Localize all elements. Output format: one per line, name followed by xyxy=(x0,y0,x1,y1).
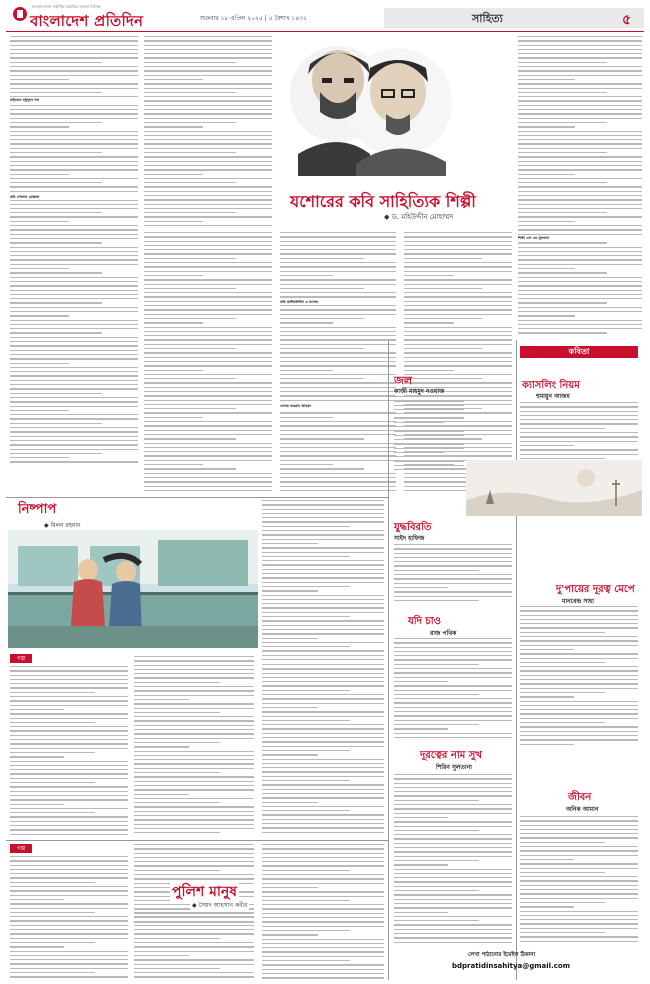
poem-column-divider-2 xyxy=(388,340,389,980)
police-text-col-3 xyxy=(134,912,254,980)
lead-text-col-6 xyxy=(518,36,642,336)
nishpap-author: ◆ মিলন রহমান xyxy=(44,522,81,529)
date-line: শুক্রবার ১৮ এপ্রিল ২০২৫ | ৫ বৈশাখ ১৪৩২ xyxy=(200,15,308,22)
poem-durotter-body xyxy=(394,774,512,944)
logo-text[interactable]: বাংলাদেশ প্রতিদিন xyxy=(30,12,144,30)
nishpap-text-col-2 xyxy=(134,656,254,836)
nishpap-title: নিষ্পাপ xyxy=(18,502,57,517)
lead-author: ◆ ড. মহিউদ্দীন মোহাম্মদ xyxy=(384,213,454,221)
nishpap-badge-text: গল্প xyxy=(16,655,26,662)
kobita-label-text: কবিতা xyxy=(568,347,590,356)
masthead-tagline: বাংলাদেশের সর্বাধিক প্রচারিত বাংলা দৈনিক xyxy=(32,4,101,9)
section-title: সাহিত্য xyxy=(472,12,503,25)
submit-email[interactable]: bdpratidinsahitya@gmail.com xyxy=(452,962,570,970)
poem-title-dupayer: যদি চাও xyxy=(408,616,442,627)
poem-title-jibon: জীবন xyxy=(568,792,592,803)
police-text-col-1 xyxy=(10,856,128,980)
poem-juddhobiroti-body xyxy=(394,544,512,604)
section-rule-mid xyxy=(6,497,388,498)
poem-jibon-body xyxy=(520,816,638,946)
kobita-label xyxy=(520,346,638,358)
lead-illustration xyxy=(286,34,454,176)
police-badge xyxy=(10,844,32,853)
lead-text-col-3 xyxy=(144,232,272,494)
poem-title-durotter: দূরত্বের নাম সুখ xyxy=(420,750,482,761)
poem-dupayer-body xyxy=(394,638,512,742)
section-banner xyxy=(384,8,644,28)
poem-author-durotter: শিরিন সুলতানা xyxy=(436,764,472,771)
nishpap-illustration xyxy=(8,530,258,648)
poem-jodi-chao-body xyxy=(520,606,638,746)
lead-subhead-5: শিল্পী এস এম সুলতান xyxy=(518,236,642,241)
poem-title-juddhobiroti: যুদ্ধবিরতি xyxy=(394,522,432,533)
police-text-col-4 xyxy=(262,844,384,980)
police-author: ◆ সৈয়দ আহসান কবীর xyxy=(192,902,248,909)
submit-line: লেখা পাঠানোর ইমেইল ঠিকানা xyxy=(468,952,536,958)
poem-title-jol: জল xyxy=(394,374,413,387)
poem-jol-body xyxy=(394,396,464,476)
poem-author-jodi-chao: মানবেন্দ্র সাহা xyxy=(562,598,594,605)
nishpap-text-col-3 xyxy=(262,664,384,836)
poem-title-casling: ক্যাসলিং নিয়ম xyxy=(522,380,580,391)
lead-title: যশোরের কবি সাহিত্যিক শিল্পী xyxy=(290,192,476,211)
police-badge-text: গল্প xyxy=(16,845,26,852)
nishpap-text-col-1 xyxy=(10,666,128,836)
poem-sketch xyxy=(466,460,642,516)
poem-author-juddhobiroti: সাইদ হাফিজ xyxy=(394,535,425,542)
lead-text-col-4 xyxy=(280,232,396,494)
logo-mark-icon xyxy=(12,6,28,22)
lead-subhead-4: লেখক ফররুখ আহমদ xyxy=(280,404,396,409)
poem-author-dupayer: রাজ পথিক xyxy=(430,630,457,637)
lead-subhead-1: মাইকেল মধুসূদন দত্ত xyxy=(10,98,138,103)
page-number: ৫ xyxy=(622,12,632,28)
poem-author-jol: কাজী মাহমুদ নওয়াজ xyxy=(394,388,445,395)
nishpap-text-right-1 xyxy=(262,500,384,660)
lead-text-col-2 xyxy=(144,36,272,226)
poem-author-casling: হুমায়ুন আজম xyxy=(536,393,570,400)
poem-title-jodi-chao: দু'পায়ের দূরত্ব মেপে xyxy=(556,584,635,595)
masthead xyxy=(6,4,644,32)
header-rule xyxy=(6,31,644,32)
lead-subhead-3: কবি জসীমউদ্দীন ও যশোর xyxy=(280,300,396,305)
lead-text-col-1 xyxy=(10,36,138,496)
lead-subhead-2: কবি গোলাম মোস্তফা xyxy=(10,195,138,200)
poem-column-divider xyxy=(516,340,517,980)
section-rule-bottom xyxy=(6,840,388,841)
police-title: পুলিশ মানুষ xyxy=(170,880,239,904)
nishpap-badge xyxy=(10,654,32,663)
poem-author-jibon: অনিক আমান xyxy=(566,806,599,813)
